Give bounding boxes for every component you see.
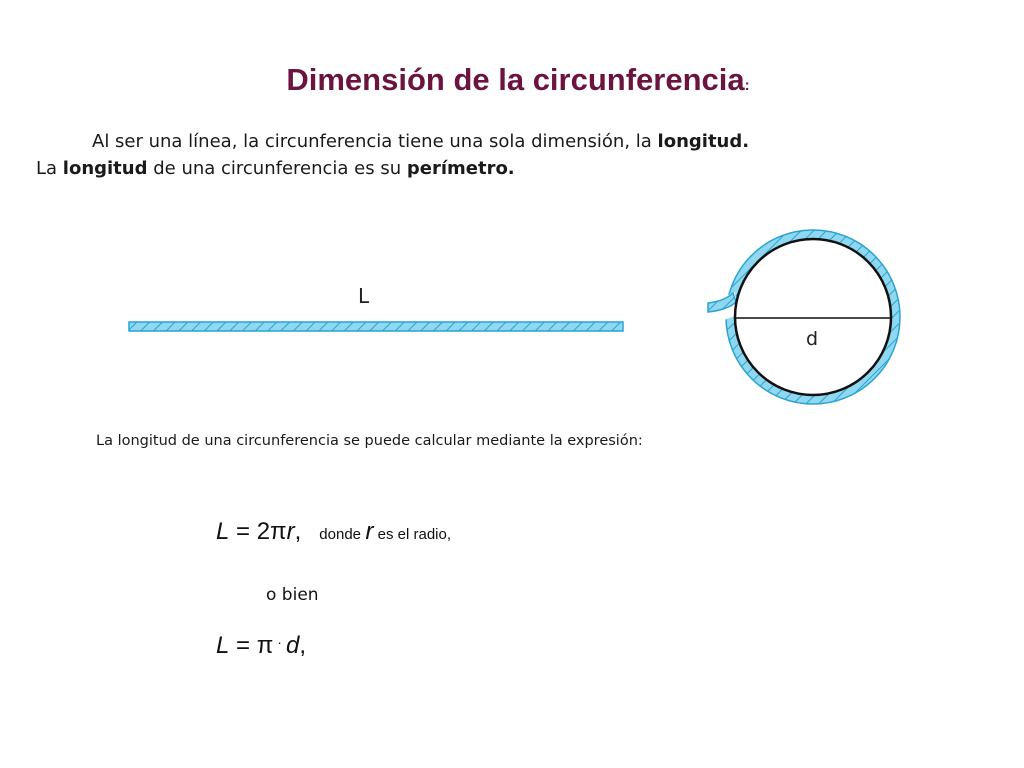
formula1-eq: = 2π [229,518,287,545]
length-strip [129,322,623,331]
formula-diameter [216,632,306,660]
label-d: d [806,328,819,350]
formula-radius [216,518,451,546]
circle-strip [708,230,900,404]
title-text: Dimensión de la circunferencia [286,62,745,97]
formula2-lhs: L [216,632,230,659]
formula1-lhs: L [216,518,230,545]
intro-line-1-text: Al ser una línea, la circunferencia tiene una sola dimensión, la [92,131,658,152]
formula1-rest: es el radio, [373,526,452,543]
intro-bold-perimetro: perímetro. [406,158,515,179]
intro-line-2-a: La [36,158,63,179]
intro-bold-longitud: longitud. [657,131,750,152]
formula1-r: r [286,518,295,545]
intro-line-2-b: de una circunferencia es su [147,158,407,179]
expression-intro: La longitud de una circunferencia se puede calcular mediante la expresión: [96,433,643,449]
formula1-r2: r [365,518,374,545]
formula2-eq: = π [229,632,274,659]
formula1-donde: donde [319,526,362,543]
label-L: L [358,284,370,308]
o-bien: o bien [266,585,319,605]
formula2-dot: · [277,634,282,650]
formula2-comma: , [299,632,306,659]
title-colon: : [744,77,750,94]
intro-bold-longitud-2: longitud [62,158,148,179]
formula1-comma: , [294,518,302,545]
formula2-d: d [285,632,300,659]
inner-circle [735,239,891,395]
